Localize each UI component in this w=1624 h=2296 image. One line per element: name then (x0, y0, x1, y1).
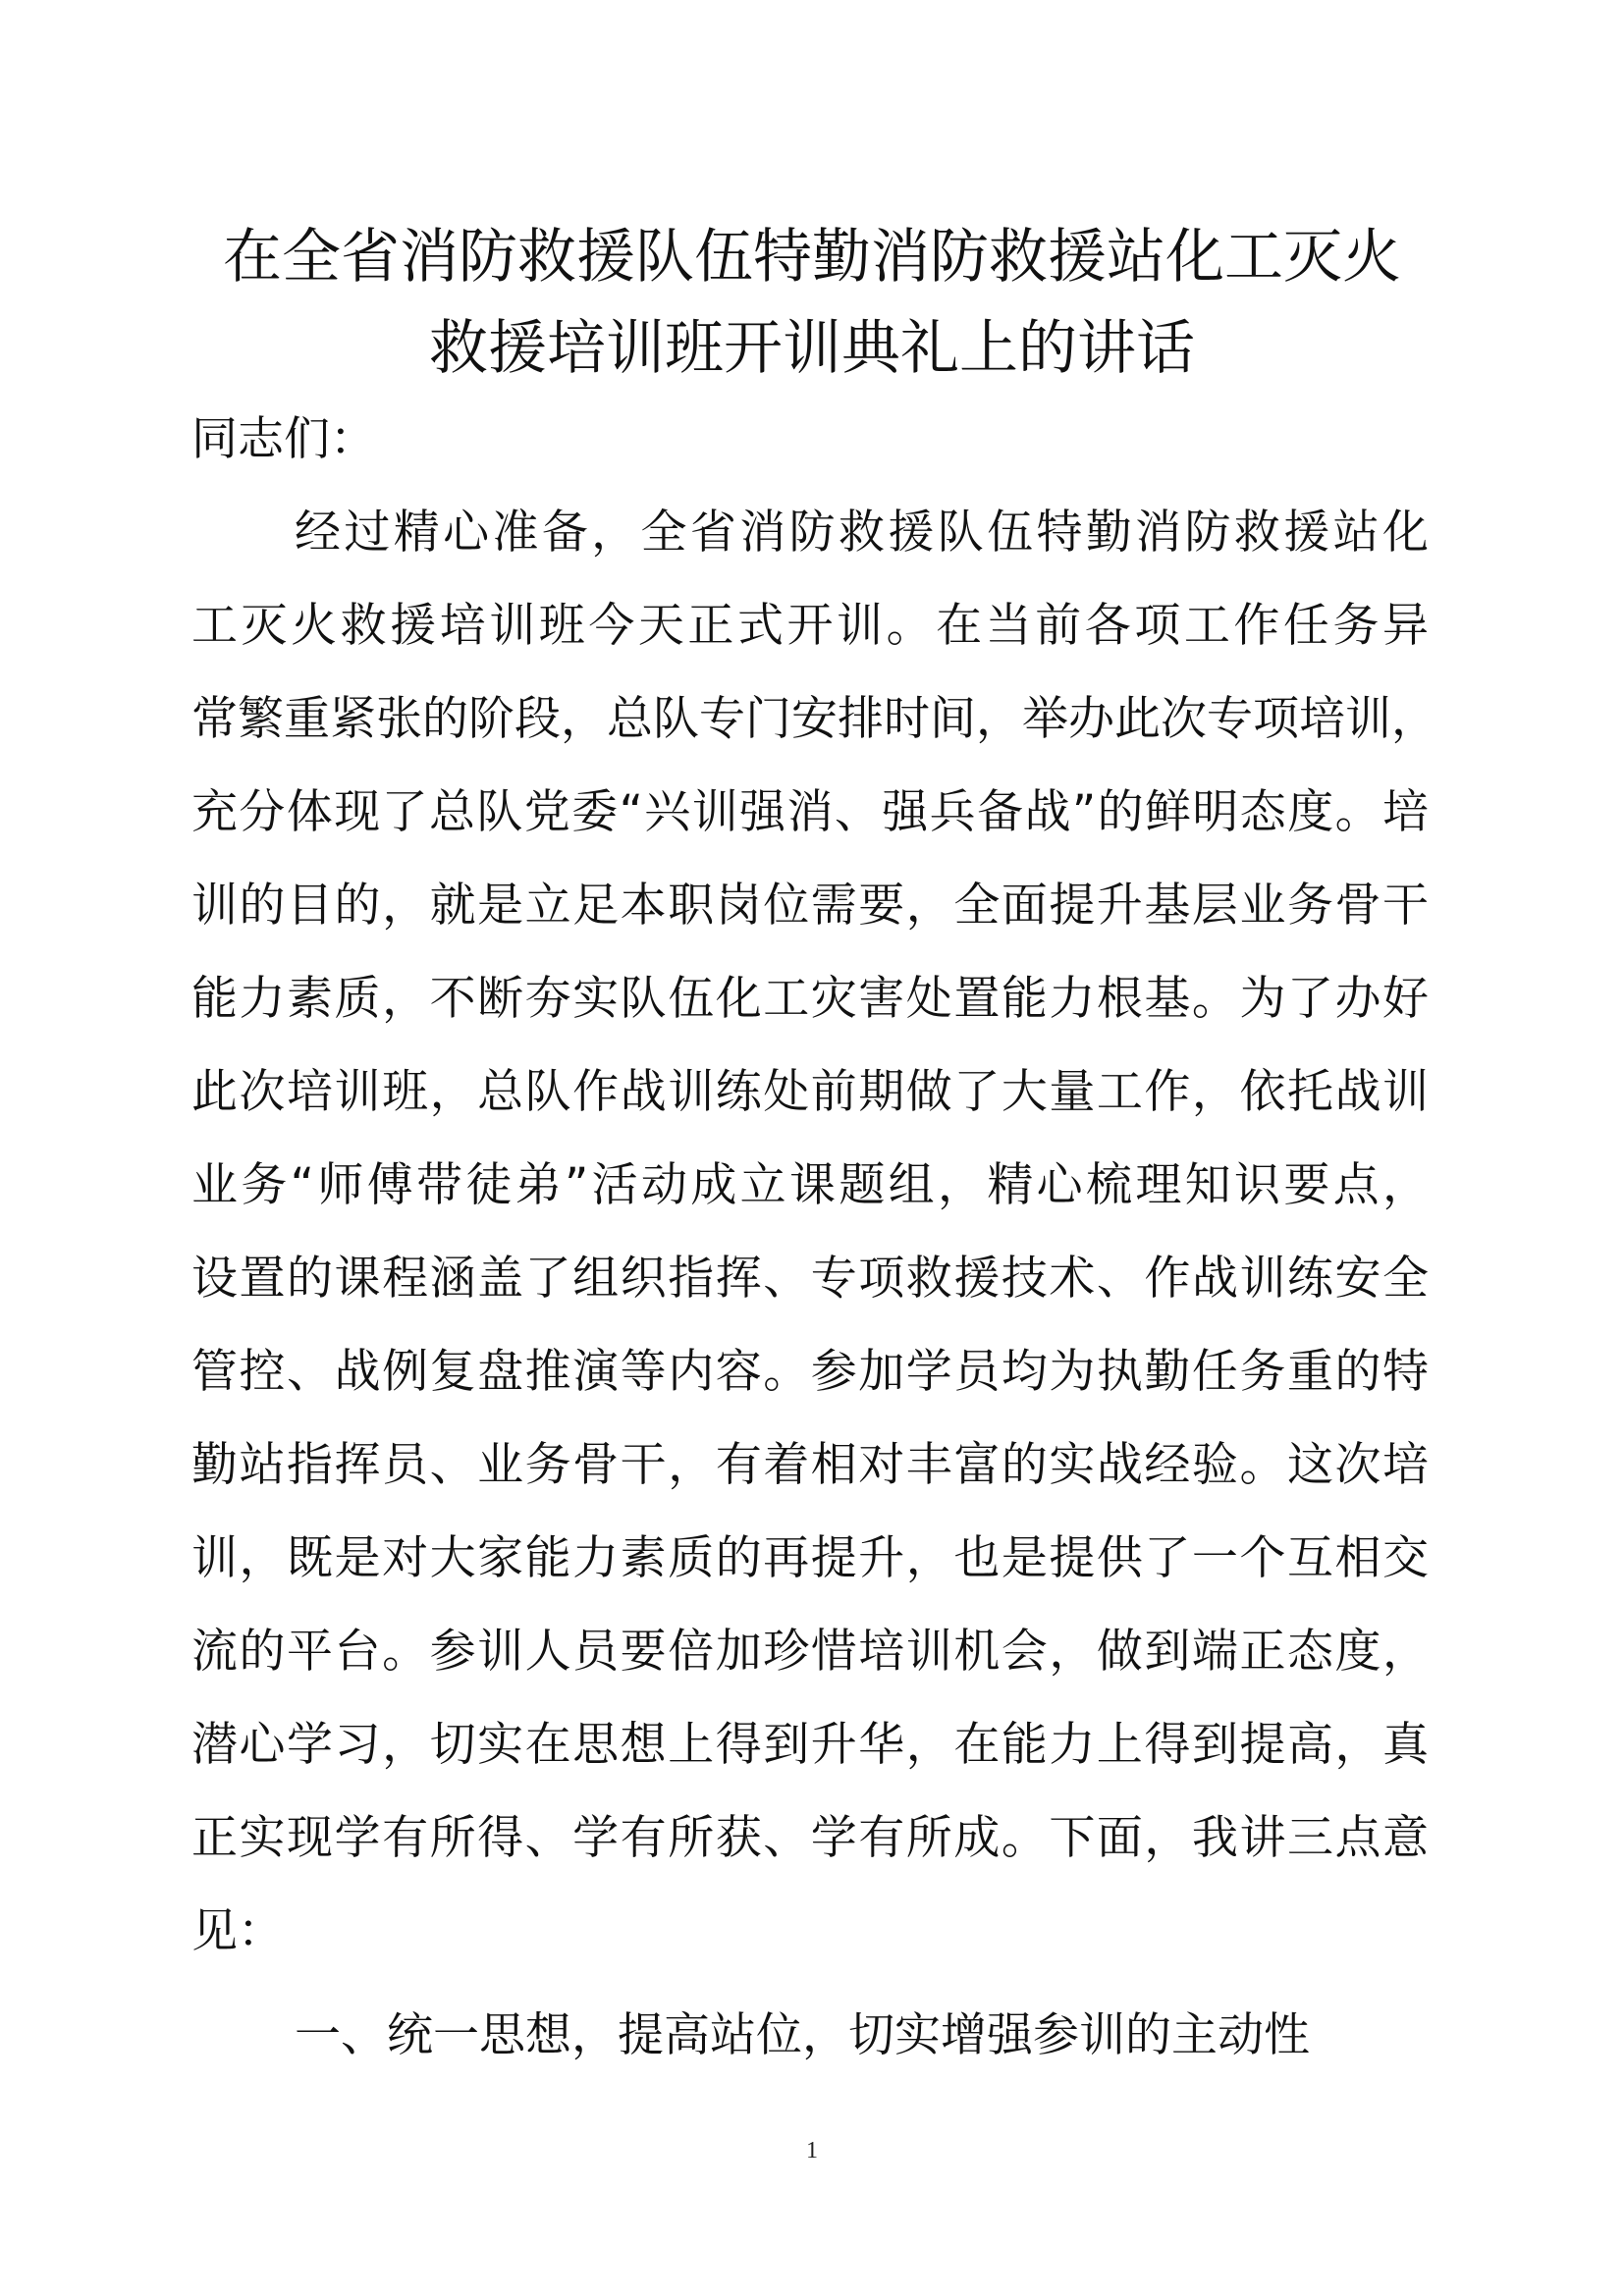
paragraph-line: 能力素质，不断夯实队伍化工灾害处置能力根基。为了办好 (191, 972, 1429, 1026)
paragraph-line: 正实现学有所得、学有所获、学有所成。下面，我讲三点意 (191, 1811, 1429, 1865)
paragraph-line: 见： (191, 1904, 284, 1958)
paragraph-line: 工灭火救援培训班今天正式开训。在当前各项工作任务异 (191, 599, 1429, 653)
page-number: 1 (806, 2138, 818, 2163)
section-heading: 一、统一思想，提高站位，切实增强参训的主动性 (295, 2008, 1310, 2062)
paragraph-line: 充分体现了总队党委“兴训强消、强兵备战”的鲜明态度。培 (191, 785, 1429, 839)
paragraph-line: 此次培训班，总队作战训练处前期做了大量工作，依托战训 (191, 1065, 1429, 1119)
paragraph-line: 设置的课程涵盖了组织指挥、专项救援技术、作战训练安全 (191, 1252, 1429, 1306)
document-title-line-1: 在全省消防救援队伍特勤消防救援站化工灭火 (223, 223, 1401, 292)
paragraph-line: 勤站指挥员、业务骨干，有着相对丰富的实战经验。这次培 (191, 1438, 1429, 1492)
paragraph-line: 管控、战例复盘推演等内容。参加学员均为执勤任务重的特 (191, 1345, 1429, 1399)
document-title-line-2: 救援培训班开训典礼上的讲话 (429, 314, 1195, 383)
paragraph-line: 潜心学习，切实在思想上得到升华，在能力上得到提高，真 (191, 1718, 1429, 1772)
paragraph-line: 流的平台。参训人员要倍加珍惜培训机会，做到端正态度， (191, 1625, 1429, 1679)
paragraph-line: 训的目的，就是立足本职岗位需要，全面提升基层业务骨干 (191, 879, 1429, 933)
paragraph-line: 常繁重紧张的阶段，总队专门安排时间，举办此次专项培训， (191, 692, 1437, 746)
paragraph-line: 经过精心准备，全省消防救援队伍特勤消防救援站化 (295, 506, 1429, 560)
paragraph-line: 训，既是对大家能力素质的再提升，也是提供了一个互相交 (191, 1531, 1429, 1585)
salutation: 同志们： (191, 412, 376, 466)
paragraph-line: 业务“师傅带徒弟”活动成立课题组，精心梳理知识要点， (191, 1158, 1429, 1212)
